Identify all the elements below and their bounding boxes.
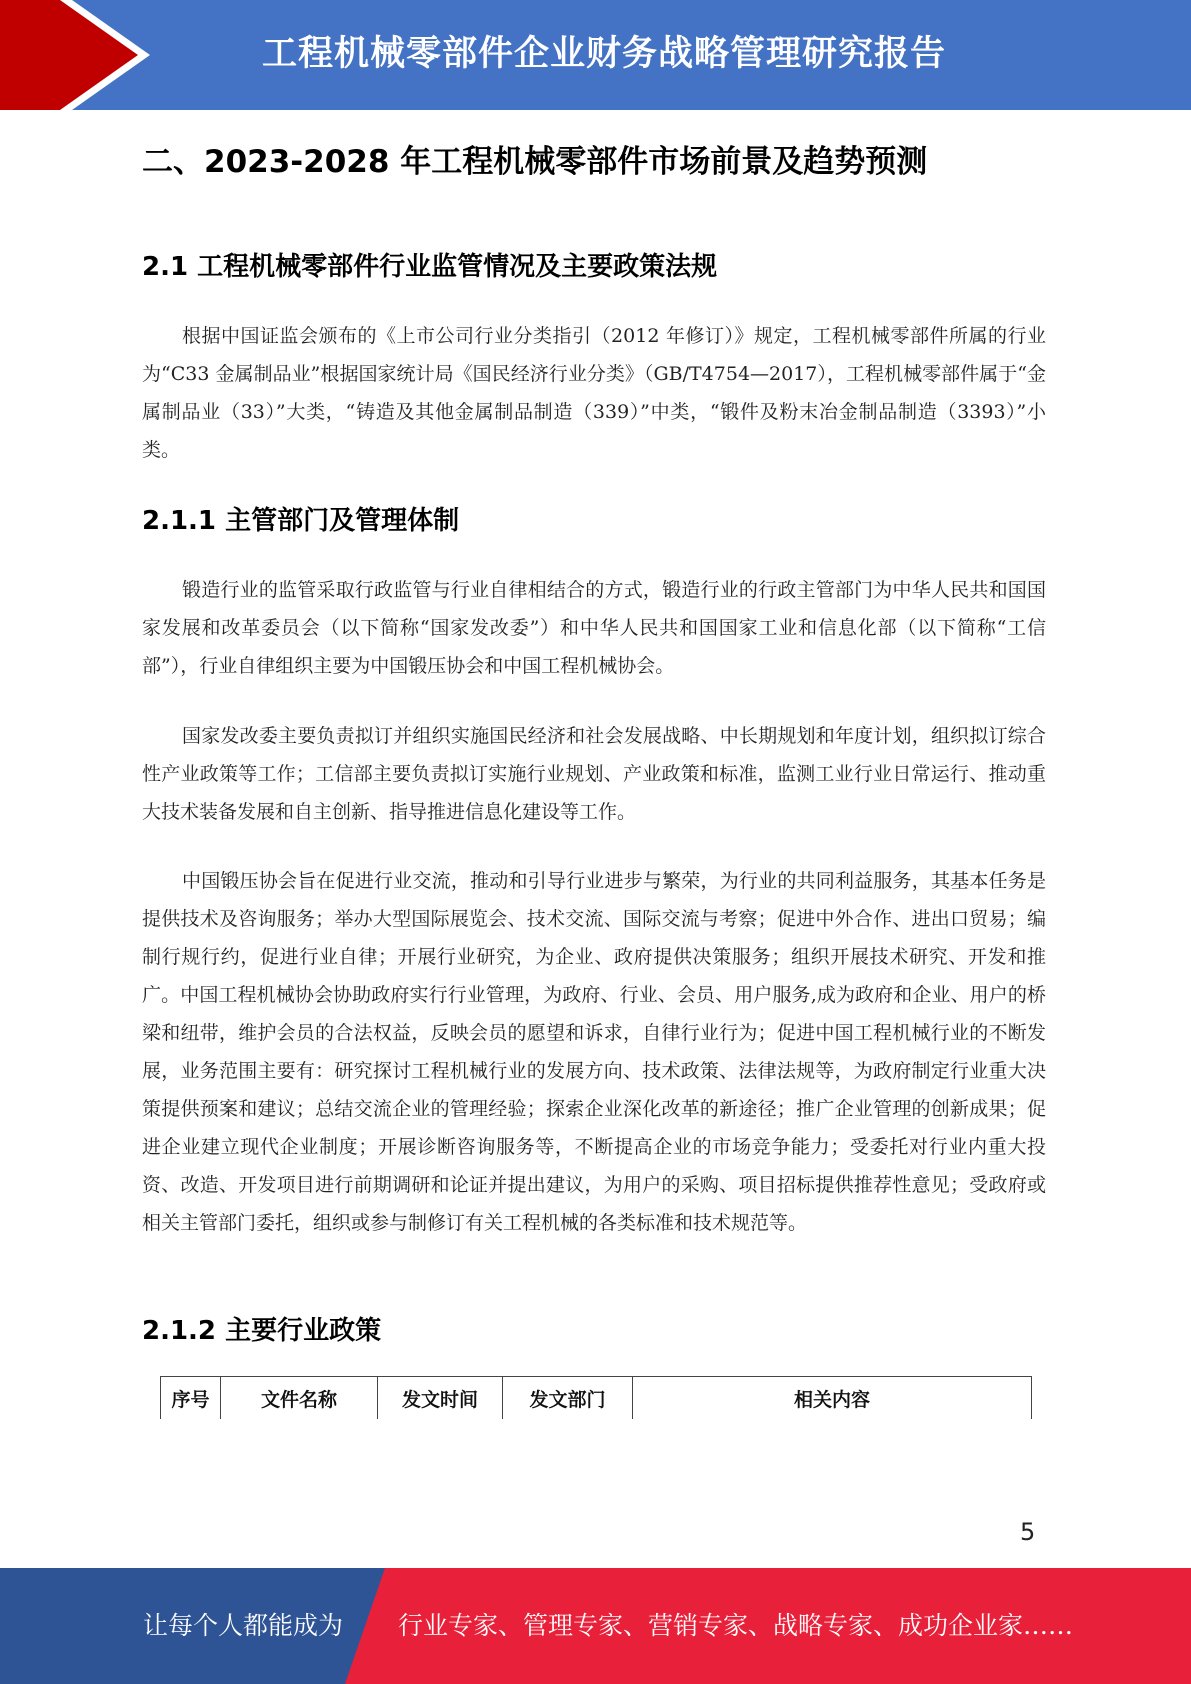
table-header-cell: 文件名称 — [221, 1377, 378, 1420]
paragraph-associations: 中国锻压协会旨在促进行业交流，推动和引导行业进步与繁荣，为行业的共同利益服务，其基本任务是提供技术及咨询服务；举办大型国际展览会、技术交流、国际交流与考察；促进中外合作、进出口贸易；编制行规行约，促进行业自律；开展行业研究，为企业、政府提供决策服务；组织开展技术研究、开发和推广。中国工程机械协会协助政府实行行业管理，为政府、行业、会员、用户服务,成为政府和企业、用户的桥梁和纽带，维护会员的合法权益，反映会员的愿望和诉求，自律行业行为；促进中国工程机械行业的不断发展，业务范围主要有：研究探讨工程机械行业的发展方向、技术政策、法律法规等，为政府制定行业重大决策提供预案和建议；总结交流企业的管理经验；探索企业深化改革的新途径；推广企业管理的创新成果；促进企业建立现代企业制度；开展诊断咨询服务等，不断提高企业的市场竞争能力；受委托对行业内重大投资、改造、开发项目进行前期调研和论证并提出建议，为用户的采购、项目招标提供推荐性意见；受政府或相关主管部门委托，组织或参与制修订有关工程机械的各类标准和技术规范等。 — [142, 870, 1046, 1234]
subsection-heading-2-1: 2.1 工程机械零部件行业监管情况及主要政策法规 — [142, 252, 718, 282]
report-header — [0, 0, 1191, 110]
report-footer — [0, 1568, 1191, 1684]
paragraph-industry-classification: 根据中国证监会颁布的《上市公司行业分类指引（2012 年修订）》规定，工程机械零部件所属的行业为“C33 金属制品业”根据国家统计局《国民经济行业分类》（GB/T4754—2017），工程机械零部件属于“金属制品业（33）”大类，“铸造及其他金属制品制造（339）”中类，“锻件及粉末冶金制品制造（3393）”小类。 — [142, 325, 1046, 461]
footer-slogan-roles: 行业专家、管理专家、营销专家、战略专家、成功企业家…… — [398, 1611, 1074, 1640]
paragraph-agency-duties: 国家发改委主要负责拟订并组织实施国民经济和社会发展战略、中长期规划和年度计划，组织拟订综合性产业政策等工作；工信部主要负责拟订实施行业规划、产业政策和标准，监测工业行业日常运行、推动重大技术装备发展和自主创新、指导推进信息化建设等工作。 — [142, 725, 1046, 823]
table-header-cell: 发文部门 — [503, 1377, 633, 1420]
report-title: 工程机械零部件企业财务战略管理研究报告 — [262, 34, 947, 74]
subsection-heading-2-1-1: 2.1.1 主管部门及管理体制 — [142, 506, 460, 536]
section-heading: 二、2023-2028 年工程机械零部件市场前景及趋势预测 — [142, 144, 928, 180]
subsection-heading-2-1-2: 2.1.2 主要行业政策 — [142, 1316, 382, 1346]
page-number: 5 — [1020, 1518, 1036, 1546]
policy-table — [160, 1376, 1032, 1419]
table-header-row — [161, 1377, 1032, 1420]
table-header-cell: 相关内容 — [633, 1377, 1032, 1420]
paragraph-regulatory-bodies: 锻造行业的监管采取行政监管与行业自律相结合的方式，锻造行业的行政主管部门为中华人民共和国国家发展和改革委员会（以下简称“国家发改委”）和中华人民共和国国家工业和信息化部（以下简称“工信部”），行业自律组织主要为中国锻压协会和中国工程机械协会。 — [142, 579, 1046, 677]
footer-slogan-lead: 让每个人都能成为 — [143, 1611, 344, 1640]
table-header-cell: 发文时间 — [378, 1377, 503, 1420]
table-header-cell: 序号 — [161, 1377, 221, 1420]
